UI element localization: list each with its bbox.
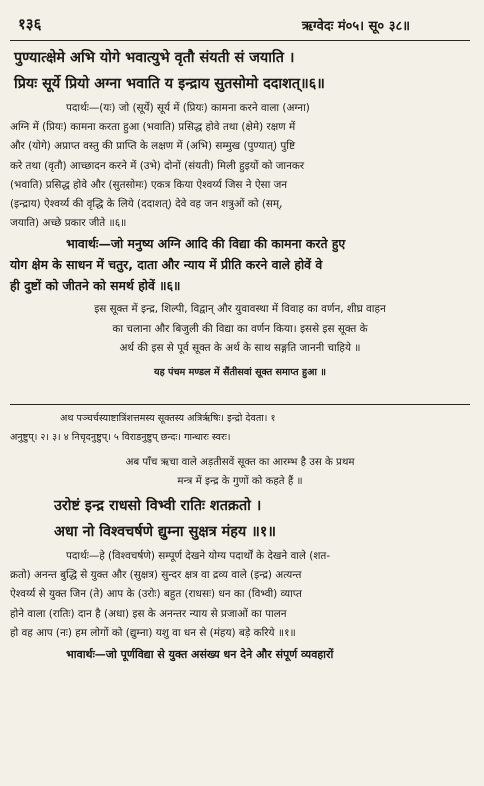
mantra-line: प्रियः सूर्ये प्रियो अग्ना भवाति य इन्द्राय सुतसोमो ददाशत्॥६॥ (14, 75, 325, 92)
text-line: योग क्षेम के साधन में चतुर, दाता और न्याय में प्रीति करने वाले होवें वे (10, 257, 323, 273)
text-line: जयाति) अच्छे प्रकार जीते ॥६॥ (10, 217, 127, 230)
padartha-6 (10, 99, 470, 233)
sukta-summary (10, 300, 470, 359)
padartha-1 (10, 547, 470, 643)
sukta-closing: यह पंचम मण्डल में सैंतीसवां सूक्त समाप्त हुआ ॥ (154, 366, 326, 378)
text-line: पदार्थः—(यः) जो (सूर्ये) सूर्य में (प्रियः) कामना करने वाला (अग्ना) (66, 102, 310, 114)
text-line: और (योगे) अप्राप्त वस्तु की प्राप्ति के लक्षण में (अभि) सम्मुख (पुण्यात्) पुष्टि (10, 140, 296, 153)
text-line: मन्त्र में इन्द्र के गुणों को कहते हैं ॥ (177, 475, 303, 487)
text-line: अर्थ की इस से पूर्व सूक्त के अर्थ के साथ सङ्गति जाननी चाहिये ॥ (119, 342, 361, 355)
section-rule (10, 404, 470, 405)
mantra-1 (10, 493, 470, 545)
text-line: अनुष्टुप्। २। ३। ४ निचृदनुष्टुप्। ५ विराडनुष्टुप् छन्दः। गान्धारः स्वरः। (10, 431, 231, 443)
text-line: (भवाति) प्रसिद्ध होवे और (सुतसोमः) एकत्र किया ऐश्वर्य्य जिस ने ऐसा जन (10, 178, 288, 191)
text-line: होने वाला (रातिः) दान है (अधा) इस के अनन्तर न्याय से प्रजाओं का पालन (10, 607, 287, 620)
page-number: १३६ (18, 15, 42, 33)
text-line: (इन्द्राय) ऐश्वर्य्य की वृद्धि के लिये (ददाशत्) देवे वह जन शत्रुओं को (सम्, (10, 198, 283, 211)
text-line: भावार्थः—जो पूर्णविद्या से युक्त असंख्य धन देने और संपूर्ण व्यवहारों (66, 647, 334, 661)
text-line: हो वह आप (नः) हम लोगों को (द्युम्ना) यशु वा धन से (मंहय) बड़े करिये ॥१॥ (10, 626, 296, 639)
text-line: ऐश्वर्य्य से युक्त जिन (ते) आप के (उरोः) बहुत (राधसः) धन का (विभ्वी) व्याप्त (10, 588, 302, 601)
text-line: पदार्थः—हे (विश्वचर्षणे) सम्पूर्ण देखने योग्य पदार्थों के देखने वाले (शत- (66, 549, 331, 562)
text-line: का चलाना और बिजुली की विद्या का वर्णन किया। इससे इस सूक्त के (112, 322, 368, 335)
text-line: इस सूक्त में इन्द्र, शिल्पी, विद्वान् और युवावस्था में विवाह का वर्णन, शीघ्र वाहन (94, 303, 386, 316)
sukta-intro (10, 409, 470, 447)
text-line: अब पाँच ऋचा वाले अड़तीसवें सूक्त का आरम्भ है उस के प्रथम (125, 456, 355, 468)
text-line: क्रतो) अनन्त बुद्धि से युक्त और (सुक्षत्र) सुन्दर क्षत्र वा द्रव्य वाले (इन्द्र) अत्यन्त (10, 569, 302, 582)
sukta-heading (10, 453, 470, 491)
running-head: ऋग्वेदः मं०५। सू० ३८॥ (301, 19, 410, 34)
text-line: अग्नि में (प्रियः) कामना करता हुआ (भवाति) प्रसिद्ध होवे तथा (क्षेमे) रक्षण में (10, 121, 296, 134)
mantra-6 (10, 45, 470, 97)
mantra-line: अधा नो विश्वचर्षणे द्युम्ना सुक्षत्र मंहय ॥१॥ (54, 522, 276, 540)
bhavartha-1 (10, 645, 470, 664)
bhavartha-6 (10, 233, 470, 296)
header-rule (10, 40, 470, 41)
mantra-line: उरोष्टं इन्द्र राधसो विभ्वी रातिः शतक्रतो । (54, 496, 262, 514)
text-line: अथ पञ्चर्चस्याष्टात्रिंशत्तमस्य सूक्तस्य अत्रिर्ऋषिः। इन्द्रो देवता। १ (60, 412, 276, 424)
text-line: करे तथा (वृतौ) आच्छादन करने में (उभे) दोनों (संयती) मिली हुइयों को जानकर (10, 159, 305, 172)
mantra-line: पुण्यात्क्षेमे अभि योगे भवात्युभे वृतौ संयती सं जयाति । (14, 49, 295, 66)
page-header (10, 0, 470, 34)
text-line: ही दुष्टों को जीतने को समर्थ होवें ॥६॥ (10, 278, 181, 294)
text-line: भावार्थः—जो मनुष्य अग्नि आदि की विद्या की कामना करते हुए (66, 236, 346, 252)
